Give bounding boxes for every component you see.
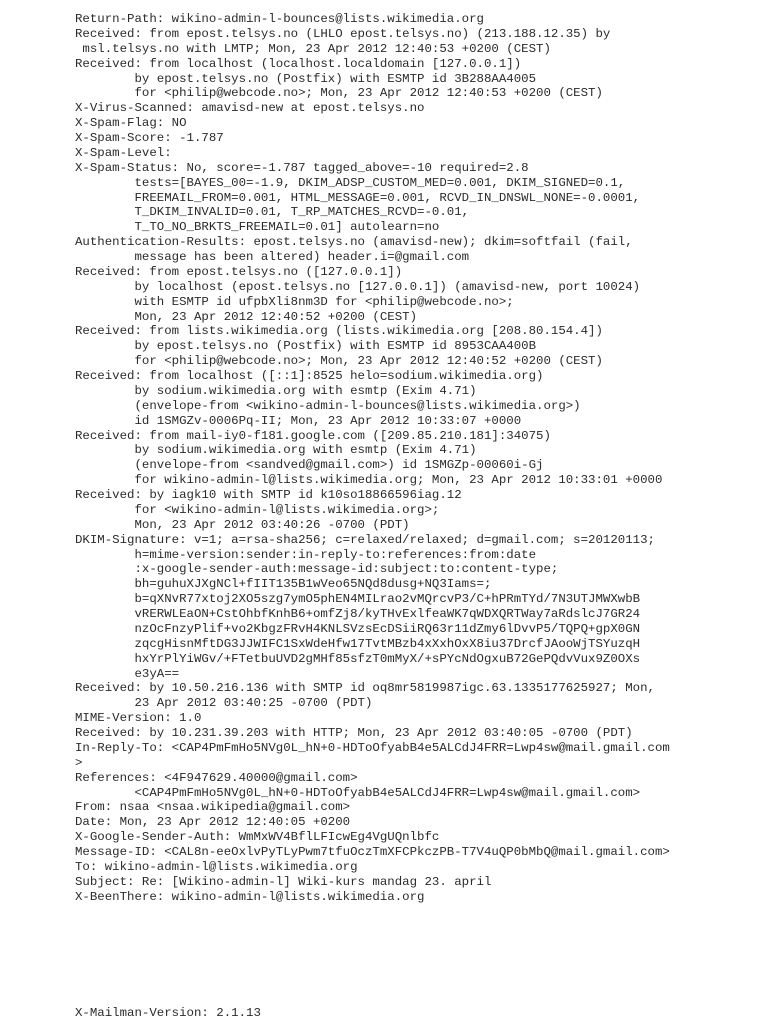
header-line: hxYrPlYiWGv/+FTetbuUVD2gMHf85sfzT0mMyX/+sPYcNdOgxuB72GePQdvVux9Z0OXs	[75, 651, 641, 666]
header-line: by sodium.wikimedia.org with esmtp (Exim 4.71)	[75, 383, 477, 398]
header-line: Mon, 23 Apr 2012 03:40:26 -0700 (PDT)	[75, 517, 410, 532]
header-line: X-Spam-Score: -1.787	[75, 131, 224, 145]
header-line: Received: from epost.telsys.no (LHLO epost.telsys.no) (213.188.12.35) by	[75, 26, 611, 41]
header-line: References: <4F947629.40000@gmail.com>	[75, 770, 358, 785]
header-line: h=mime-version:sender:in-reply-to:references:from:date	[75, 547, 537, 562]
header-line: Received: from localhost (localhost.localdomain [127.0.0.1])	[75, 56, 522, 71]
header-line: T_DKIM_INVALID=0.01, T_RP_MATCHES_RCVD=-0.01,	[75, 205, 470, 220]
header-line: Authentication-Results: epost.telsys.no (amavisd-new); dkim=softfail (fail,	[75, 235, 633, 250]
header-line: Subject: Re: [Wikino-admin-l] Wiki-kurs mandag 23. april	[75, 874, 492, 889]
header-line: X-Spam-Level:	[75, 145, 172, 160]
header-line: X-Spam-Status: No, score=-1.787 tagged_above=-10 required=2.8	[75, 160, 529, 175]
header-line: MIME-Version: 1.0	[75, 711, 202, 726]
header-line: Received: from mail-iy0-f181.google.com ([209.85.210.181]:34075)	[75, 428, 551, 443]
header-line: for <philip@webcode.no>; Mon, 23 Apr 2012 12:40:53 +0200 (CEST)	[75, 86, 603, 101]
header-line: DKIM-Signature: v=1; a=rsa-sha256; c=relaxed/relaxed; d=gmail.com; s=20120113;	[75, 532, 655, 547]
header-line: message has been altered) header.i=@gmail.com	[75, 250, 470, 264]
header-line: Message-ID: <CAL8n-eeOxlvPyTLyPwm7tfuOczTmXFCPkczPB-T7V4uQP0bMbQ@mail.gmail.com>	[75, 845, 670, 859]
header-line: X-Spam-Flag: NO	[75, 116, 187, 131]
header-line: >	[75, 755, 83, 770]
header-line: vRERWLEaON+CstOhbfKnhB6+omfZj8/kyTHvExlfeaWK7qWDXQRTWay7aRdslcJ7GR24	[75, 607, 641, 621]
header-line: Received: from localhost ([::1]:8525 helo=sodium.wikimedia.org)	[75, 369, 544, 383]
header-line: Received: from lists.wikimedia.org (lists.wikimedia.org [208.80.154.4])	[75, 324, 603, 339]
header-line: by sodium.wikimedia.org with esmtp (Exim 4.71)	[75, 443, 477, 458]
header-line: Received: by 10.50.216.136 with SMTP id oq8mr5819987igc.63.1335177625927; Mon,	[75, 681, 655, 696]
header-line: X-Google-Sender-Auth: WmMxWV4BflLFIcwEg4VgUQnlbfc	[75, 830, 440, 845]
header-line: by localhost (epost.telsys.no [127.0.0.1]) (amavisd-new, port 10024)	[75, 279, 641, 294]
header-line: Received: by 10.231.39.203 with HTTP; Mon, 23 Apr 2012 03:40:05 -0700 (PDT)	[75, 726, 633, 740]
mailman-version-line: X-Mailman-Version: 2.1.13	[75, 1006, 261, 1020]
header-line: tests=[BAYES_00=-1.9, DKIM_ADSP_CUSTOM_MED=0.001, DKIM_SIGNED=0.1,	[75, 175, 626, 190]
header-line: From: nsaa <nsaa.wikipedia@gmail.com>	[75, 800, 351, 815]
header-line: zqcgHisnMftDG3JJWIFC1SxWdeHfw17TvtMBzb4xXxhOxX8iu37DrcfJAooWjTSYuzqH	[75, 636, 641, 651]
email-headers	[75, 12, 765, 905]
header-line: <CAP4PmFmHo5NVg0L_hN+0-HDToOfyabB4e5ALCdJ4FRR=Lwp4sw@mail.gmail.com>	[75, 785, 641, 800]
header-line: To: wikino-admin-l@lists.wikimedia.org	[75, 859, 358, 874]
header-line: msl.telsys.no with LMTP; Mon, 23 Apr 2012 12:40:53 +0200 (CEST)	[75, 41, 551, 56]
header-line: (envelope-from <wikino-admin-l-bounces@lists.wikimedia.org>)	[75, 398, 581, 413]
header-line: by epost.telsys.no (Postfix) with ESMTP id 3B288AA4005	[75, 71, 537, 86]
header-line: X-BeenThere: wikino-admin-l@lists.wikimedia.org	[75, 889, 425, 904]
header-line: for wikino-admin-l@lists.wikimedia.org; Mon, 23 Apr 2012 10:33:01 +0000	[75, 473, 663, 488]
header-line: :x-google-sender-auth:message-id:subject:to:content-type;	[75, 562, 559, 577]
header-line: by epost.telsys.no (Postfix) with ESMTP id 8953CAA400B	[75, 339, 537, 354]
header-line: Return-Path: wikino-admin-l-bounces@lists.wikimedia.org	[75, 12, 484, 26]
header-line: Received: by iagk10 with SMTP id k10so18866596iag.12	[75, 488, 462, 502]
header-line: In-Reply-To: <CAP4PmFmHo5NVg0L_hN+0-HDToOfyabB4e5ALCdJ4FRR=Lwp4sw@mail.gmail.com	[75, 740, 670, 755]
header-line: Date: Mon, 23 Apr 2012 12:40:05 +0200	[75, 815, 351, 830]
header-line: Received: from epost.telsys.no ([127.0.0.1])	[75, 264, 403, 279]
header-line: b=qXNvR77xtoj2XO5szg7ymO5phEN4MILrao2vMQrcvP3/C+hPRmTYd/7N3UTJMWXwbB	[75, 592, 641, 607]
header-line: e3yA==	[75, 666, 180, 681]
header-line: 23 Apr 2012 03:40:25 -0700 (PDT)	[75, 696, 373, 711]
header-line: T_TO_NO_BRKTS_FREEMAIL=0.01] autolearn=no	[75, 220, 440, 235]
header-line: X-Virus-Scanned: amavisd-new at epost.telsys.no	[75, 101, 425, 116]
header-line: bh=guhuXJXgNCl+fIIT135B1wVeo65NQd8dusg+NQ3Iams=;	[75, 577, 492, 592]
header-line: FREEMAIL_FROM=0.001, HTML_MESSAGE=0.001, RCVD_IN_DNSWL_NONE=-0.0001,	[75, 190, 641, 205]
header-line: with ESMTP id ufpbXli8nm3D for <philip@webcode.no>;	[75, 294, 514, 309]
header-line: id 1SMGZv-0006Pq-II; Mon, 23 Apr 2012 10:33:07 +0000	[75, 413, 522, 428]
header-line: Mon, 23 Apr 2012 12:40:52 +0200 (CEST)	[75, 309, 418, 324]
header-line: (envelope-from <sandved@gmail.com>) id 1SMGZp-00060i-Gj	[75, 458, 544, 473]
header-line: for <wikino-admin-l@lists.wikimedia.org>;	[75, 502, 440, 517]
header-line: nzOcFnzyPlif+vo2KbgzFRvH4KNLSVzsEcDSiiRQ63r11dZmy6lDvvP5/TQPQ+gpX0GN	[75, 621, 641, 636]
header-line: for <philip@webcode.no>; Mon, 23 Apr 2012 12:40:52 +0200 (CEST)	[75, 354, 603, 369]
